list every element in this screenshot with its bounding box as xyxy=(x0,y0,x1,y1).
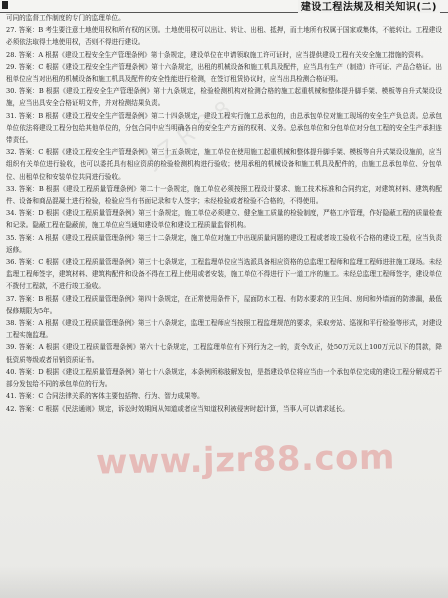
answer-41: 41. 答案：C 合同法律关系的客体主要包括物、行为、智力成果等。 xyxy=(6,392,204,401)
header-marker xyxy=(2,1,8,9)
background-watermark: JZR88 xyxy=(142,92,243,173)
header-title: 建设工程法规及相关知识(二) xyxy=(298,0,440,13)
answer-29: 29. 答案：C 根据《建设工程安全生产管理条例》第十六条规定，出租的机械设备和施工机具及配件，应当具有生产（制造）许可证、产品合格证。出租单位应当对出租的机械设备和施工机具及配件的安全性能进行检测，在签订租赁协议时，应当出具检测合格证明。 xyxy=(6,62,442,84)
answer-27: 27. 答案：B 考生要注意土地使用权和所有权的区别。土地使用权可以出让、转让、出租、抵押，而土地所有权属于国家或集体，不能转让。工程建设必须依法取得土地使用权，否则不得进行建设。 xyxy=(6,26,442,47)
answer-39: 39. 答案：A 根据《建设工程质量管理条例》第六十七条规定，工程监理单位有下列行为之一的，责令改正，处50万元以上100万元以下的罚款，降低资质等级或者吊销资质证书。 xyxy=(6,343,442,364)
answer-35: 35. 答案：A 根据《建设工程质量管理条例》第三十二条规定，施工单位对施工中出现质量问题的建设工程或者竣工验收不合格的建设工程，应当负责返修。 xyxy=(6,233,442,254)
answer-32: 32. 答案：C 根据《建设工程安全生产管理条例》第三十五条规定，施工单位在使用施工起重机械和整体提升脚手架、模板等自升式架设设施前，应当组织有关单位进行验收，也可以委托具有相应资质的检验检测机构进行验收；使用承租的机械设备和施工机具及配件的，由施工总承包单位、分包单位、出租单位和安装单位共同进行验收。 xyxy=(6,148,442,181)
answer-30: 30. 答案：B 根据《建设工程安全生产管理条例》第十九条规定，检验检测机构对检测合格的施工起重机械和整体提升脚手架、模板等自升式架设设施，应当出具安全合格证明文件，并对检测结果负责。 xyxy=(6,87,442,108)
paragraph-continuation: 可同的监督工作制度的专门的监理单位。 xyxy=(6,14,125,22)
answer-40: 40. 答案：D 根据《建设工程质量管理条例》第七十八条规定，本条例所称肢解发包，是指建设单位将应当由一个承包单位完成的建设工程分解成若干部分发包给不同的承包单位的行为。 xyxy=(6,367,442,389)
answer-28: 28. 答案：A 根据《建设工程安全生产管理条例》第十条规定，建设单位在申请领取施工许可证时，应当提供建设工程有关安全施工措施的资料。 xyxy=(6,50,428,59)
answer-explanations xyxy=(6,12,442,568)
answer-31: 31. 答案：B 根据《建设工程安全生产管理条例》第二十四条规定，建设工程实行施工总承包的，由总承包单位对施工现场的安全生产负总责。总承包单位依法将建设工程分包给其他单位的，分包合同中应当明确各自的安全生产方面的权利、义务。总承包单位和分包单位对分包工程的安全生产承担连带责任。 xyxy=(6,111,442,145)
answer-42: 42. 答案：C 根据《民法通则》规定，诉讼时效期间从知道或者应当知道权利被侵害时起计算，当事人可以请求延长。 xyxy=(6,404,349,413)
site-watermark: www.jzr88.com xyxy=(95,437,396,483)
answer-33: 33. 答案：B 根据《建设工程质量管理条例》第二十一条规定，施工单位必须按照工程设计要求、施工技术标准和合同约定，对建筑材料、建筑构配件、设备和商品混凝土进行检验，检验应当有书面记录和专人签字；未经检验或者检验不合格的，不得使用。 xyxy=(6,184,442,206)
answer-34: 34. 答案：D 根据《建设工程质量管理条例》第三十条规定，施工单位必须建立、健全施工质量的检验制度，严格工序管理，作好隐蔽工程的质量检查和记录。隐蔽工程在隐蔽前，施工单位应当通知建设单位和建设工程质量监督机构。 xyxy=(6,209,442,230)
page-footer-shadow xyxy=(0,566,448,598)
answer-37: 37. 答案：B 根据《建设工程质量管理条例》第四十条规定，在正常使用条件下，屋面防水工程、有防水要求的卫生间、房间和外墙面的防渗漏，最低保修期限为5年。 xyxy=(6,294,442,315)
answer-36: 36. 答案：C 根据《建设工程质量管理条例》第三十七条规定，工程监理单位应当选派具备相应资格的总监理工程师和监理工程师进驻施工现场。未经监理工程师签字，建筑材料、建筑构配件和设备不得在工程上使用或者安装，施工单位不得进行下一道工序的施工。未经总监理工程师签字，建设单位不拨付工程款，不进行竣工验收。 xyxy=(6,258,442,291)
answer-38: 38. 答案：A 根据《建设工程质量管理条例》第三十八条规定，监理工程师应当按照工程监理规范的要求，采取旁站、巡视和平行检验等形式，对建设工程实施监理。 xyxy=(6,319,442,340)
